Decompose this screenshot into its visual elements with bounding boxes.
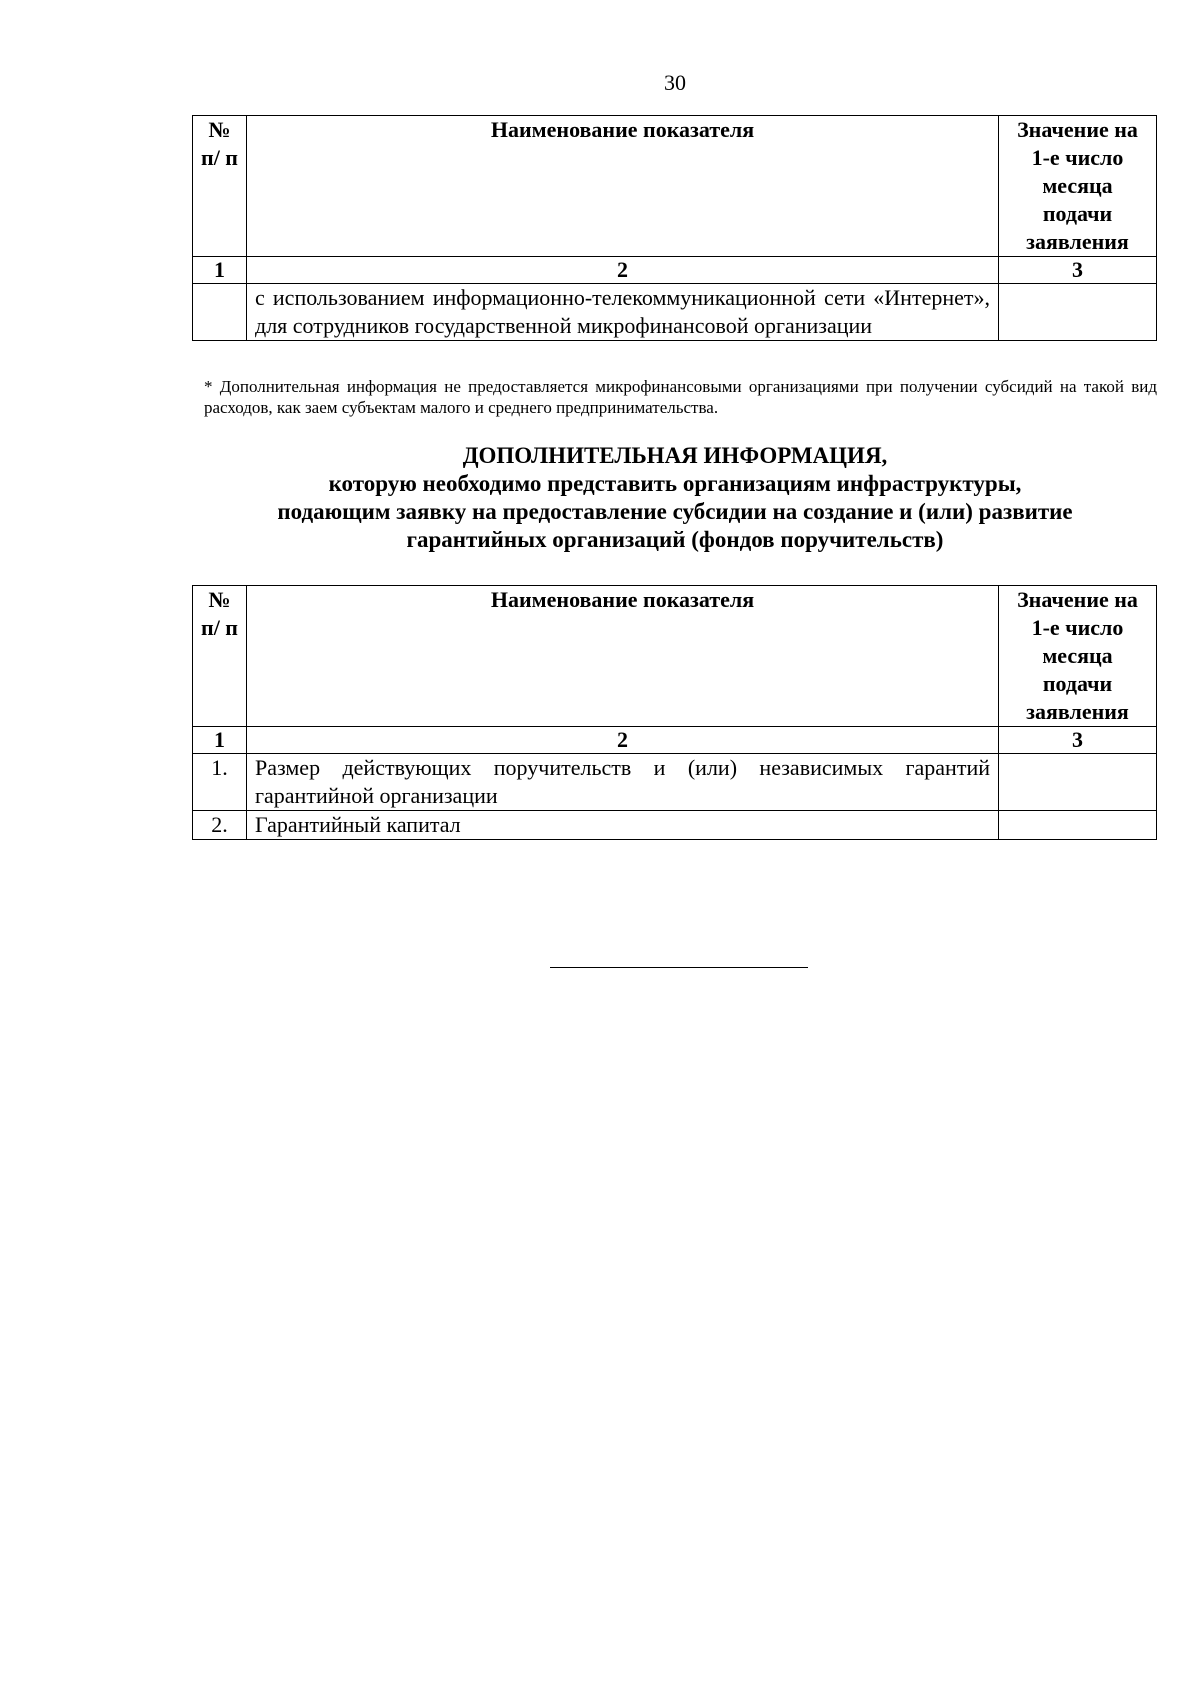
header-name: Наименование показателя [247,586,999,727]
section-title-line: которую необходимо представить организациям инфраструктуры, [328,471,1022,496]
table-row [193,284,1157,341]
guarantee-indicators-table [192,585,1157,840]
column-number: 2 [247,727,999,754]
page-number: 30 [664,70,686,95]
row-num: 1. [193,754,247,811]
column-number: 3 [999,257,1157,284]
row-num: 2. [193,811,247,840]
section-title-line: гарантийных организаций (фондов поручительств) [406,527,944,552]
table-row [193,811,1157,840]
column-number: 2 [247,257,999,284]
header-value: Значение на 1-е число месяца подачи заявления [999,586,1157,727]
header-name: Наименование показателя [247,116,999,257]
section-title-line: ДОПОЛНИТЕЛЬНАЯ ИНФОРМАЦИЯ, [462,443,888,468]
row-name: Размер действующих поручительств и (или) независимых гарантий гарантийной организации [247,754,999,811]
header-value: Значение на 1-е число месяца подачи заявления [999,116,1157,257]
header-num: № п/ п [193,116,247,257]
table-row [193,754,1157,811]
row-name: с использованием информационно-телекоммуникационной сети «Интернет», для сотрудников государственной микрофинансовой организации [247,284,999,341]
row-name: Гарантийный капитал [247,811,999,840]
column-number: 1 [193,257,247,284]
row-value [999,811,1157,840]
row-value [999,754,1157,811]
footnote: * Дополнительная информация не предоставляется микрофинансовыми организациями при получении субсидий на такой вид расходов, как заем субъектам малого и среднего предпринимательства. [204,377,1157,417]
column-number: 3 [999,727,1157,754]
section-title-line: подающим заявку на предоставление субсидии на создание и (или) развитие [277,499,1073,524]
closing-rule [550,967,808,968]
column-number: 1 [193,727,247,754]
header-num: № п/ п [193,586,247,727]
column-number-row [193,257,1157,284]
table-header-row [193,586,1157,727]
table-header-row [193,116,1157,257]
row-num [193,284,247,341]
column-number-row [193,727,1157,754]
section-title [200,442,1150,554]
indicators-table-continued [192,115,1157,341]
row-value [999,284,1157,341]
